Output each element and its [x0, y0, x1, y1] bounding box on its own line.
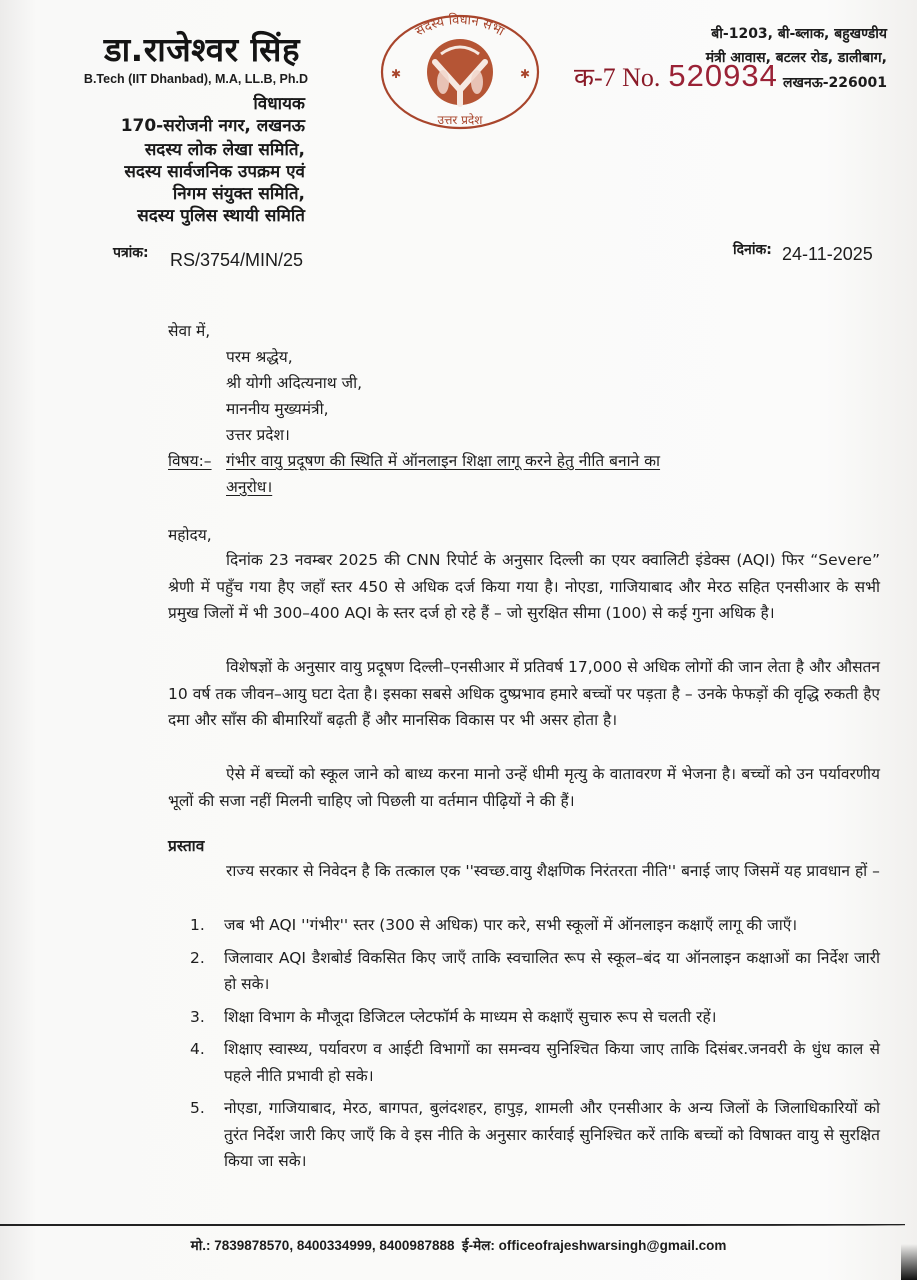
salutation-to: सेवा में, [168, 322, 211, 340]
designation-line: विधायक [253, 94, 305, 114]
seal-bottom-text: उत्तर प्रदेश [437, 113, 483, 127]
seal-top-text: सदस्य विधान सभा [413, 12, 507, 40]
address-line: लखनऊ-226001 [783, 75, 887, 91]
proposal-intro: राज्य सरकार से निवेदन है कि तत्काल एक ''स्वच्छ.वायु शैक्षणिक निरंतरता नीति'' बनाई जाए जिसमें यह प्रावधान हों – [226, 862, 880, 880]
proposal-item: 4. शिक्षाए स्वास्थ्य, पर्यावरण व आईटी विभागों का समन्वय सुनिश्चित किया जाए ताकि दिसंबर.जनवरी के धुंध काल से पहले नीति प्रभावी हो सके। [190, 1040, 880, 1085]
stamp-number: 520934 [668, 58, 778, 93]
asterisk-icon: ✱ [391, 67, 402, 81]
sender-qualifications: B.Tech (IIT Dhanbad), M.A, LL.B, Ph.D [83, 72, 308, 86]
proposal-heading: प्रस्ताव [168, 837, 205, 855]
designation-line: सदस्य सार्वजनिक उपक्रम एवं [124, 162, 305, 182]
email-address: officeofrajeshwarsingh@gmail.com [498, 1238, 727, 1253]
greeting: महोदय, [168, 526, 212, 544]
designation-line: सदस्य लोक लेखा समिति, [144, 140, 305, 160]
body-paragraph: दिनांक 23 नवम्बर 2025 की CNN रिपोर्ट के अनुसार दिल्ली का एयर क्वालिटी इंडेक्स (AQI) फिर “Severe” श्रेणी में पहुँच गया हैए जहाँ स्तर 450 से अधिक दर्ज किया गया है। नोएडा, गाजियाबाद और मेरठ सहित एनसीआर के सभी प्रमुख जिलों में भी 300–400 AQI के स्तर दर्ज हो रहे हैं – जो सुरक्षित सीमा (100) से कई गुना अधिक है। [168, 551, 880, 622]
date-label: दिनांक: [733, 242, 772, 258]
designation-line: सदस्य पुलिस स्थायी समिति [137, 206, 305, 226]
addressee-line: परम श्रद्धेय, [226, 348, 293, 366]
footer-contact [0, 1236, 917, 1254]
proposal-item: 5. नोएडा, गाजियाबाद, मेरठ, बागपत, बुलंदशहर, हापुड़, शामली और एनसीआर के अन्य जिलों के जिलाधिकारियों को तुरंत निर्देश जारी किए जाएँ कि वे इस नीति के अनुसार कार्रवाई सुनिश्चित करें ताकि बच्चों को विषाक्त वायु से सुरक्षित किया जा सके। [190, 1099, 880, 1170]
proposal-item: 2. जिलावार AQI डैशबोर्ड विकसित किए जाएँ ताकि स्वचालित रूप से स्कूल–बंद या ऑनलाइन कक्षाओं का निर्देश जारी हो सके। [190, 948, 880, 993]
proposal-list [190, 912, 880, 1181]
stamp-prefix: क-7 No. [574, 63, 661, 92]
phone-numbers: 7839878570, 8400334999, 8400987888 [214, 1238, 455, 1253]
footer-divider [0, 1224, 905, 1226]
letter-date: 24-11-2025 [782, 244, 873, 264]
addressee-line: उत्तर प्रदेश। [226, 426, 290, 444]
body-paragraph: विशेषज्ञों के अनुसार वायु प्रदूषण दिल्ली–एनसीआर में प्रतिवर्ष 17,000 से अधिक लोगों की जान लेता है और औसतन 10 वर्ष तक जीवन–आयु घटा देता है। इसका सबसे अधिक दुष्प्रभाव हमारे बच्चों पर पड़ता है – उनके फेफड़ों की वृद्धि रुकती हैए दमा और साँस की बीमारियाँ बढ़ती हैं और मानसिक विकास पर भी असर होता है। [168, 658, 880, 729]
phone-label: मो.: [190, 1238, 211, 1253]
reference-label: पत्रांक: [113, 245, 149, 261]
subject-line: गंभीर वायु प्रदूषण की स्थिति में ऑनलाइन शिक्षा लागू करने हेतु नीति बनाने का [226, 452, 661, 470]
reference-number: RS/3754/MIN/25 [170, 250, 304, 270]
body-paragraph: ऐसे में बच्चों को स्कूल जाने को बाध्य करना मानो उन्हें धीमी मृत्यु के वातावरण में भेजना है। बच्चों को उन पर्यावरणीय भूलों की सजा नहीं मिलनी चाहिए जो पिछली या वर्तमान पीढ़ियों ने की हैं। [168, 765, 880, 810]
proposal-item: 1. जब भी AQI ''गंभीर'' स्तर (300 से अधिक) पार करे, सभी स्कूलों में ऑनलाइन कक्षाएँ लागू की जाएँ। [190, 916, 798, 934]
subject-line: अनुरोध। [226, 478, 273, 496]
address-line: मंत्री आवास, बटलर रोड, डालीबाग, [705, 50, 887, 66]
vidhan-sabha-seal [375, 12, 545, 132]
addressee-line: माननीय मुख्यमंत्री, [226, 400, 329, 418]
email-label: ई-मेल: [462, 1238, 495, 1253]
serial-stamp [574, 58, 778, 94]
designation-line: 170-सरोजनी नगर, लखनऊ [120, 116, 305, 136]
address-line: बी-1203, बी-ब्लाक, बहुखण्डीय [711, 26, 887, 42]
addressee-line: श्री योगी अदित्यनाथ जी, [226, 374, 363, 392]
scan-shadow [901, 1244, 917, 1280]
asterisk-icon: ✱ [520, 67, 531, 81]
proposal-item: 3. शिक्षा विभाग के मौजूदा डिजिटल प्लेटफॉर्म के माध्यम से कक्षाएँ सुचारु रूप से चलती रहें। [190, 1007, 717, 1026]
designation-line: निगम संयुक्त समिति, [172, 184, 305, 204]
subject-label: विषय:– [168, 452, 212, 470]
sender-name: डा.राजेश्वर सिंह [103, 30, 300, 69]
